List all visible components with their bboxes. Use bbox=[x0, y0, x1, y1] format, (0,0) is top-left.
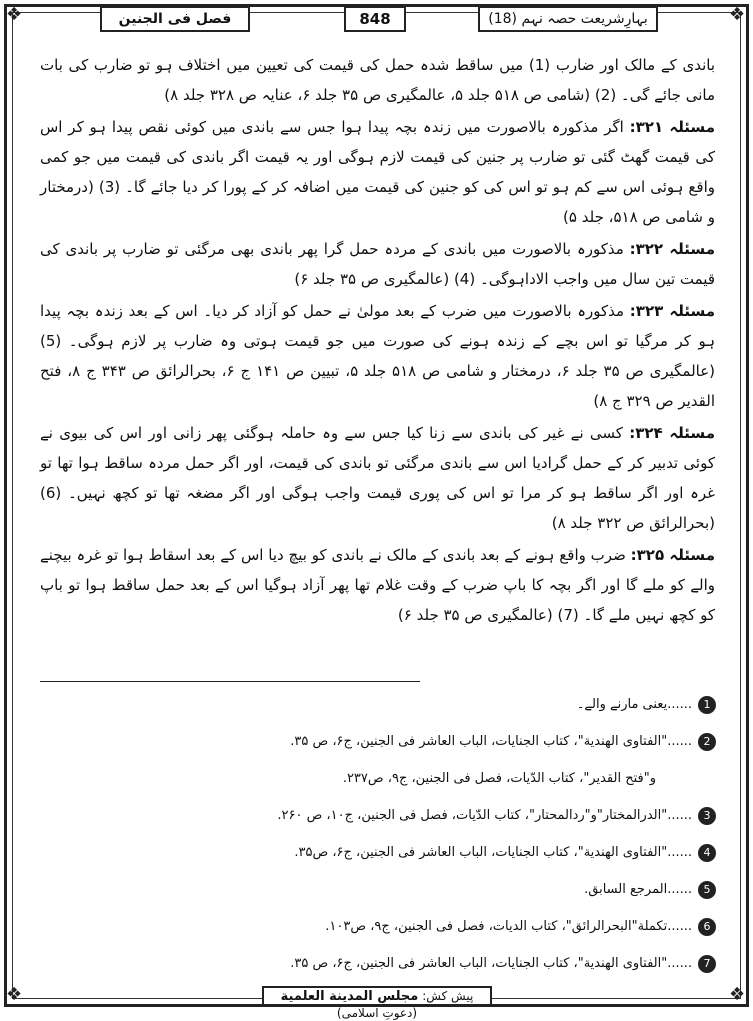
footnote-number: 4 bbox=[698, 844, 716, 862]
footnote bbox=[40, 908, 716, 945]
footnote-text: ......"الدرالمختار"و"ردالمحتار"، کتاب الدّیات، فصل فی الجنین، ج۱۰، ص ۲۶۰. bbox=[277, 808, 692, 823]
footnote bbox=[40, 686, 716, 723]
paragraph bbox=[40, 540, 715, 630]
footnote-text: ......"الفتاوی الھندیة"، کتاب الجنایات، الباب العاشر فی الجنین، ج۶، ص ۳۵. bbox=[290, 734, 692, 749]
page-header bbox=[22, 6, 731, 34]
corner-ornament-icon: ❖ bbox=[729, 984, 746, 1005]
paragraph-text: مذکورہ بالاصورت میں ضرب کے بعد مولیٰ نے حمل کو آزاد کر دیا۔ اس کے بعد زندہ بچہ پیدا ہو کر مرگیا تو اس بچے کے زندہ ہونے کی صورت میں جو قیمت ہوتی وہ ضارب پر لازم ہوگی۔ (5) (عالمگیری ص ۳۵ جلد ۶، درمختار و شامی ص ۵۱۸ جلد ۵، تبیین ص ۱۴۱ ج ۶، بحرالرائق ص ۳۴۳ ج ۸، فتح القدیر ص ۳۲۹ ج ۸) bbox=[40, 302, 716, 410]
footnotes bbox=[40, 686, 716, 982]
footnote bbox=[40, 871, 716, 908]
footnote-separator bbox=[40, 681, 420, 682]
paragraph-text: مذکورہ بالاصورت میں باندی کے مردہ حمل گرا پھر باندی بھی مرگئی تو ضارب پر باندی کی قیمت تین سال میں واجب الاداہوگی۔ (4) (عالمگیری ص ۳۵ جلد ۶) bbox=[40, 240, 715, 288]
footnote-continuation bbox=[40, 760, 716, 797]
paragraph-text: باندی کے مالک اور ضارب (1) میں ساقط شدہ حمل کی قیمت کی تعیین میں اختلاف ہو تو ضارب کی بات مانی جائے گی۔ (2) (شامی ص ۵۱۸ جلد ۵، عالمگیری ص ۳۵ جلد ۶، عنایہ ص ۳۲۸ جلد ۸) bbox=[40, 56, 715, 104]
corner-ornament-icon: ❖ bbox=[6, 984, 23, 1005]
paragraph-text: کسی نے غیر کی باندی سے زنا کیا جس سے وہ حاملہ ہوگئی پھر زانی اور اس کی بیوی نے کوئی تدبیر کر کے حمل گرادیا اس سے باندی مرگئی تو باندی کی قیمت، اور اگر حمل مردہ ساقط ہوا تھا تو غرہ اور اگر ساقط ہو کر مرا تو اس کی پوری قیمت واجب ہوگی اور اگر مضغہ تھا تو کچھ نہیں۔ (6) (بحرالرائق ص ۳۲۲ جلد ۸) bbox=[40, 424, 715, 532]
footnote-text: ......تکملة"البحرالرائق"، کتاب الدیات، فصل فی الجنین، ج۹، ص۱۰۳. bbox=[325, 919, 692, 934]
footnote-number: 6 bbox=[698, 918, 716, 936]
footnote-text: ......"الفتاوی الھندیة"، کتاب الجنایات، الباب العاشر فی الجنین، ج۶، ص ۳۵. bbox=[290, 956, 692, 971]
masala-label: مسئلہ ۳۲۱: bbox=[629, 118, 715, 136]
footnote-text: ......یعنی مارنے والے۔ bbox=[576, 697, 692, 712]
paragraph bbox=[40, 296, 715, 416]
chapter-title: فصل فی الجنین bbox=[100, 6, 250, 32]
masala-label: مسئلہ ۳۲۲: bbox=[629, 240, 715, 258]
footer-prefix: پیش کش: bbox=[422, 989, 474, 1003]
footer-suffix: (دعوتِ اسلامی) bbox=[336, 1006, 418, 1020]
masala-label: مسئلہ ۳۲۴: bbox=[629, 424, 715, 442]
paragraph bbox=[40, 418, 715, 538]
footnote-text: و"فتح القدیر"، کتاب الدّیات، فصل فی الجنین، ج۹، ص۲۳۷. bbox=[342, 771, 656, 786]
footnote bbox=[40, 797, 716, 834]
footnote-number: 5 bbox=[698, 881, 716, 899]
footnote-number: 7 bbox=[698, 955, 716, 973]
paragraph-text: ضرب واقع ہونے کے بعد باندی کے مالک نے باندی کو بیچ دیا اس کے بعد اسقاط ہوا تو غرہ بیچنے والے کو ملے گا اور اگر بچہ کا باپ ضرب کے وقت غلام تھا پھر آزاد ہوگیا اس کے بعد حمل ساقط ہوا تو باپ کو کچھ نہیں ملے گا۔ (7) (عالمگیری ص ۳۵ جلد ۶) bbox=[40, 546, 715, 624]
paragraph bbox=[40, 234, 715, 294]
masala-label: مسئلہ ۳۲۳: bbox=[629, 302, 716, 320]
footnote-number: 3 bbox=[698, 807, 716, 825]
paragraph bbox=[40, 112, 715, 232]
footnote bbox=[40, 834, 716, 871]
footnote-text: ......"الفتاوی الھندیة"، کتاب الجنایات، الباب العاشر فی الجنین، ج۶، ص۳۵. bbox=[294, 845, 692, 860]
book-title: بہارِشریعت حصہ نہم (18) bbox=[478, 6, 658, 32]
footnote bbox=[40, 945, 716, 982]
corner-ornament-icon: ❖ bbox=[6, 4, 23, 25]
main-text bbox=[40, 50, 715, 632]
corner-ornament-icon: ❖ bbox=[729, 4, 746, 25]
paragraph bbox=[40, 50, 715, 110]
footnote bbox=[40, 723, 716, 760]
footnote-text: ......المرجع السابق. bbox=[584, 882, 692, 897]
page-footer bbox=[262, 986, 492, 1020]
footnote-number: 1 bbox=[698, 696, 716, 714]
masala-label: مسئلہ ۳۲۵: bbox=[630, 546, 715, 564]
footer-publisher: مجلس المدینة العلمیة bbox=[280, 989, 419, 1004]
footnote-number: 2 bbox=[698, 733, 716, 751]
page-number: 848 bbox=[344, 6, 406, 32]
paragraph-text: اگر مذکورہ بالاصورت میں زندہ بچہ پیدا ہوا جس سے باندی میں کوئی نقص پیدا ہو کر اس کی قیمت گھٹ گئی تو ضارب پر جنین کی قیمت لازم ہوگی اور یہ قیمت اگر باندی کی قیمت میں جو کمی واقع ہوئی اس سے کم ہو تو اس کی کو جنین کی قیمت میں اضافہ کر کے پورا کر دیا جائے گا۔ (3) (درمختار و شامی ص ۵۱۸، جلد ۵) bbox=[40, 118, 715, 226]
